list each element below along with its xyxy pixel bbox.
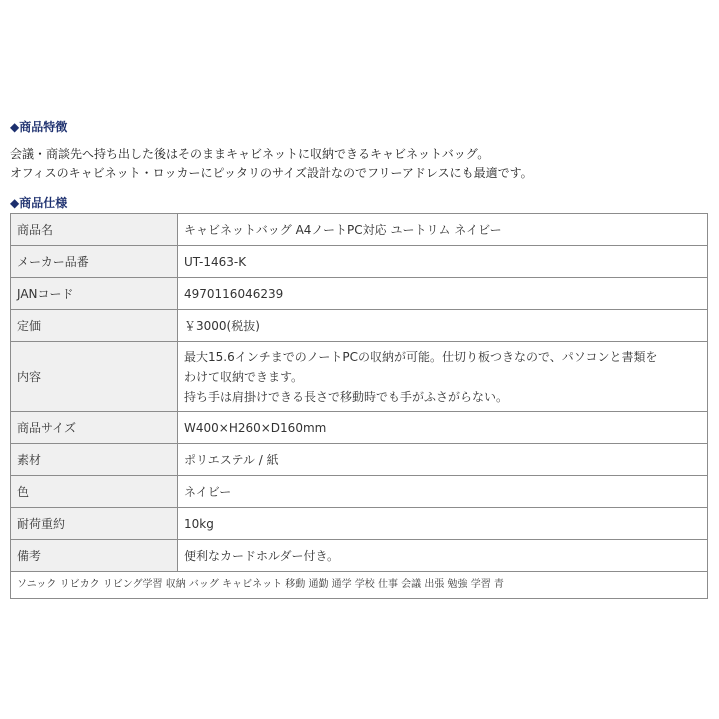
spec-label: 定価 xyxy=(11,310,178,342)
features-line: オフィスのキャビネット・ロッカーにピッタリのサイズ設計なのでフリーアドレスにも最適です。 xyxy=(10,166,533,180)
spec-row-material xyxy=(11,444,708,476)
spec-value xyxy=(178,342,708,412)
spec-row-keywords xyxy=(11,572,708,599)
spec-label: 商品名 xyxy=(11,214,178,246)
spec-value-line: 10kg xyxy=(184,516,214,531)
spec-label: 内容 xyxy=(11,342,178,412)
spec-value-line: ネイビー xyxy=(184,484,232,499)
spec-value-line: UT-1463-K xyxy=(184,254,247,269)
spec-value-line: 持ち手は肩掛けできる長さで移動時でも手がふさがらない。 xyxy=(184,389,509,404)
features-heading-text: ◆商品特徴 xyxy=(10,120,68,134)
spec-row-notes xyxy=(11,540,708,572)
spec-value-line: ￥3000(税抜) xyxy=(184,318,260,333)
spec-row-size xyxy=(11,412,708,444)
spec-value xyxy=(178,476,708,508)
spec-value xyxy=(178,310,708,342)
keywords-text: ソニック リビカク リビング学習 収納 バッグ キャビネット 移動 通勤 通学 学校 仕事 会議 出張 勉強 学習 青 xyxy=(11,572,708,599)
spec-heading xyxy=(10,193,708,213)
spec-label: JANコード xyxy=(11,278,178,310)
spec-value-line: 便利なカードホルダー付き。 xyxy=(184,548,340,563)
spec-row-contents xyxy=(11,342,708,412)
spec-label: 備考 xyxy=(11,540,178,572)
spec-label: 素材 xyxy=(11,444,178,476)
spec-label: 商品サイズ xyxy=(11,412,178,444)
spec-value-line: W400×H260×D160mm xyxy=(184,420,327,435)
spec-row-color xyxy=(11,476,708,508)
spec-row-maker-number xyxy=(11,246,708,278)
spec-value xyxy=(178,508,708,540)
features-heading xyxy=(10,117,708,137)
spec-label: メーカー品番 xyxy=(11,246,178,278)
spec-value xyxy=(178,412,708,444)
spec-value xyxy=(178,278,708,310)
spec-value-line: 4970116046239 xyxy=(184,286,284,301)
spec-heading-text: ◆商品仕様 xyxy=(10,196,68,210)
spec-row-jan-code xyxy=(11,278,708,310)
spec-table xyxy=(10,213,708,599)
spec-row-list-price xyxy=(11,310,708,342)
spec-value-line: わけて収納できます。 xyxy=(184,369,304,384)
spec-row-product-name xyxy=(11,214,708,246)
product-page xyxy=(10,117,708,599)
spec-value-line: 最大15.6インチまでのノートPCの収納が可能。仕切り板つきなので、パソコンと書類を xyxy=(184,349,658,364)
spec-value-line: キャビネットバッグ A4ノートPC対応 ユートリム ネイビー xyxy=(184,222,502,237)
spec-value xyxy=(178,444,708,476)
spec-value xyxy=(178,540,708,572)
features-line: 会議・商談先へ持ち出した後はそのままキャビネットに収納できるキャビネットバッグ。 xyxy=(10,147,490,161)
spec-row-load-capacity xyxy=(11,508,708,540)
spec-value-line: ポリエステル / 紙 xyxy=(184,452,279,467)
spec-value xyxy=(178,246,708,278)
spec-label: 色 xyxy=(11,476,178,508)
spec-label: 耐荷重約 xyxy=(11,508,178,540)
spec-value xyxy=(178,214,708,246)
features-description xyxy=(10,145,708,183)
